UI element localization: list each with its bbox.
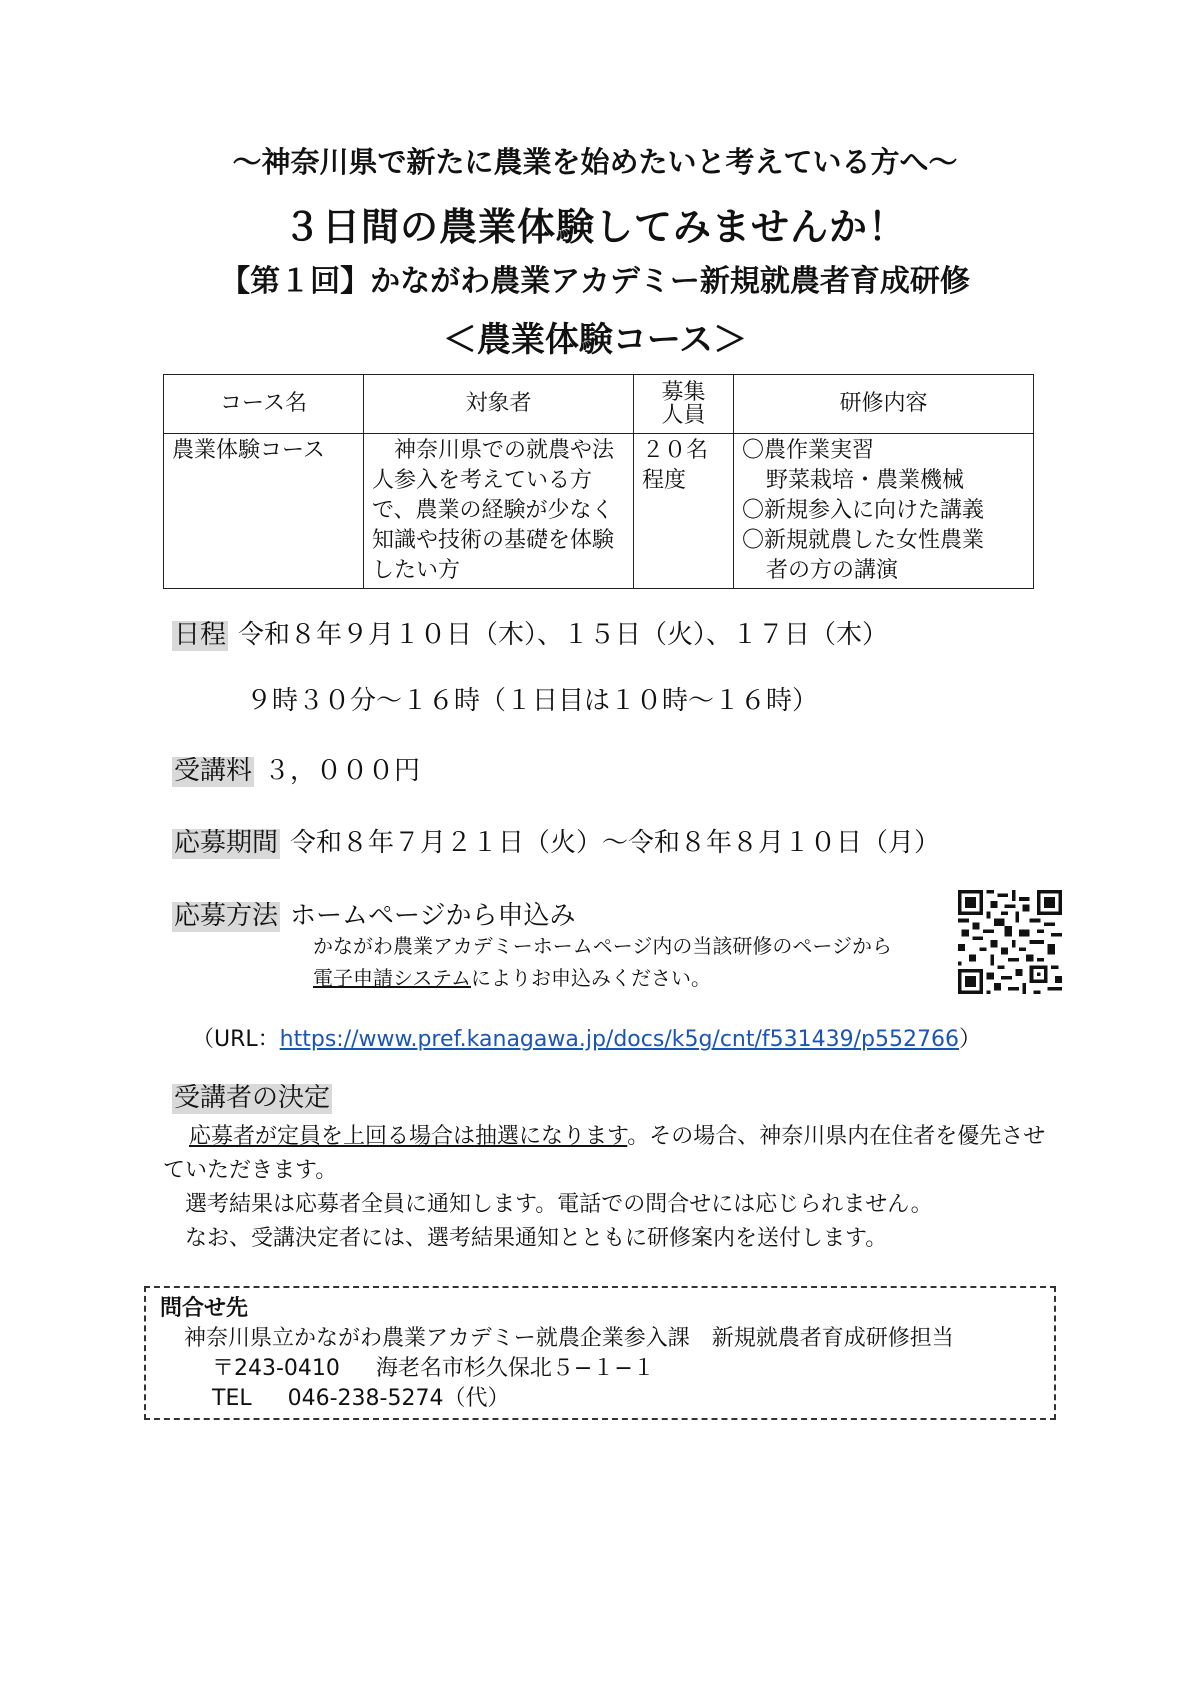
contact-tel-label: TEL (212, 1386, 252, 1411)
table-header-row (164, 375, 1034, 434)
fee-label: 受講料 (174, 756, 253, 786)
cell-content (734, 434, 1034, 589)
decision-text (163, 1120, 1058, 1256)
decision-heading (172, 1083, 332, 1114)
program-title: 【第１回】かながわ農業アカデミー新規就農者育成研修 (220, 264, 970, 299)
period-value: 令和８年７月２１日（火）〜令和８年８月１０日（月） (290, 828, 941, 858)
decision-label: 受講者の決定 (174, 1083, 331, 1113)
method-row (172, 895, 576, 932)
contact-heading: 問合せ先 (160, 1296, 249, 1321)
method-desc-line1: かながわ農業アカデミーホームページ内の当該研修のページから (313, 934, 892, 958)
content-item: 野菜栽培・農業機械 (766, 468, 965, 493)
contact-box (144, 1286, 1056, 1420)
url-prefix: （URL： (192, 1027, 280, 1052)
content-item: 〇新規参入に向けた講義 (742, 498, 985, 523)
main-title: ３日間の農業体験してみませんか！ (282, 205, 907, 249)
url-line (192, 1022, 981, 1053)
table-row (164, 434, 1034, 589)
decision-paragraph-3: なお、受講決定者には、選考結果通知とともに研修案内を送付します。 (185, 1226, 888, 1251)
contact-address: 海老名市杉久保北５−１−１ (375, 1356, 655, 1381)
fee-row (172, 750, 420, 787)
qr-code-icon[interactable] (958, 890, 1062, 994)
contact-postal: 〒243-0410 (212, 1356, 340, 1381)
decision-p1-rest: 。その場合、神奈川県内在住者を優先させていただきます。 (163, 1124, 1046, 1183)
course-table (163, 374, 1034, 589)
schedule-time: ９時３０分〜１６時（１日目は１０時〜１６時） (246, 686, 819, 716)
cell-quota-line1: ２０名 (642, 438, 709, 463)
contact-tel[interactable]: 046-238-5274（代） (287, 1386, 510, 1411)
schedule-row (172, 614, 888, 651)
period-label: 応募期間 (174, 828, 279, 858)
contact-address-line (160, 1354, 1040, 1384)
schedule-label: 日程 (174, 620, 227, 650)
course-title: ＜農業体験コース＞ (442, 320, 748, 360)
lottery-note: 応募者が定員を上回る場合は抽選になります (189, 1124, 628, 1149)
cell-course-name: 農業体験コース (164, 434, 364, 589)
cell-quota-line2: 程度 (642, 468, 687, 493)
fee-value: ３，０００円 (264, 756, 421, 786)
header-quota-line1: 募集 (661, 380, 706, 405)
url-suffix: ） (959, 1027, 982, 1052)
method-value: ホームページから申込み (290, 901, 576, 931)
header-quota (634, 375, 734, 434)
content-item: 〇新規就農した女性農業 (742, 528, 985, 553)
cell-quota (634, 434, 734, 589)
header-quota-line2: 人員 (661, 403, 706, 428)
e-application-system-link[interactable]: 電子申請システム (313, 966, 471, 990)
method-desc-line2 (313, 962, 892, 994)
header-course-name: コース名 (164, 375, 364, 434)
contact-org: 神奈川県立かながわ農業アカデミー就農企業参入課 新規就農者育成研修担当 (184, 1326, 954, 1351)
header-content: 研修内容 (734, 375, 1034, 434)
cell-target: 神奈川県での就農や法人参入を考えている方で、農業の経験が少なく知識や技術の基礎を体験したい方 (364, 434, 634, 589)
method-description (313, 930, 892, 994)
contact-tel-line (160, 1384, 1040, 1414)
content-item: 者の方の講演 (766, 558, 899, 583)
method-label: 応募方法 (174, 901, 279, 931)
method-desc-rest: によりお申込みください。 (471, 966, 711, 990)
header-target: 対象者 (364, 375, 634, 434)
decision-paragraph-1 (163, 1120, 1058, 1188)
subtitle: 〜神奈川県で新たに農業を始めたいと考えている方へ〜 (232, 145, 958, 179)
period-row (172, 822, 940, 859)
content-item: 〇農作業実習 (742, 438, 875, 463)
schedule-value: 令和８年９月１０日（木）、１５日（火）、１７日（木） (238, 620, 889, 650)
application-url-link[interactable]: https://www.pref.kanagawa.jp/docs/k5g/cnt/f531439/p552766 (279, 1027, 960, 1052)
decision-paragraph-2: 選考結果は応募者全員に通知します。電話での問合せには応じられません。 (185, 1192, 933, 1217)
